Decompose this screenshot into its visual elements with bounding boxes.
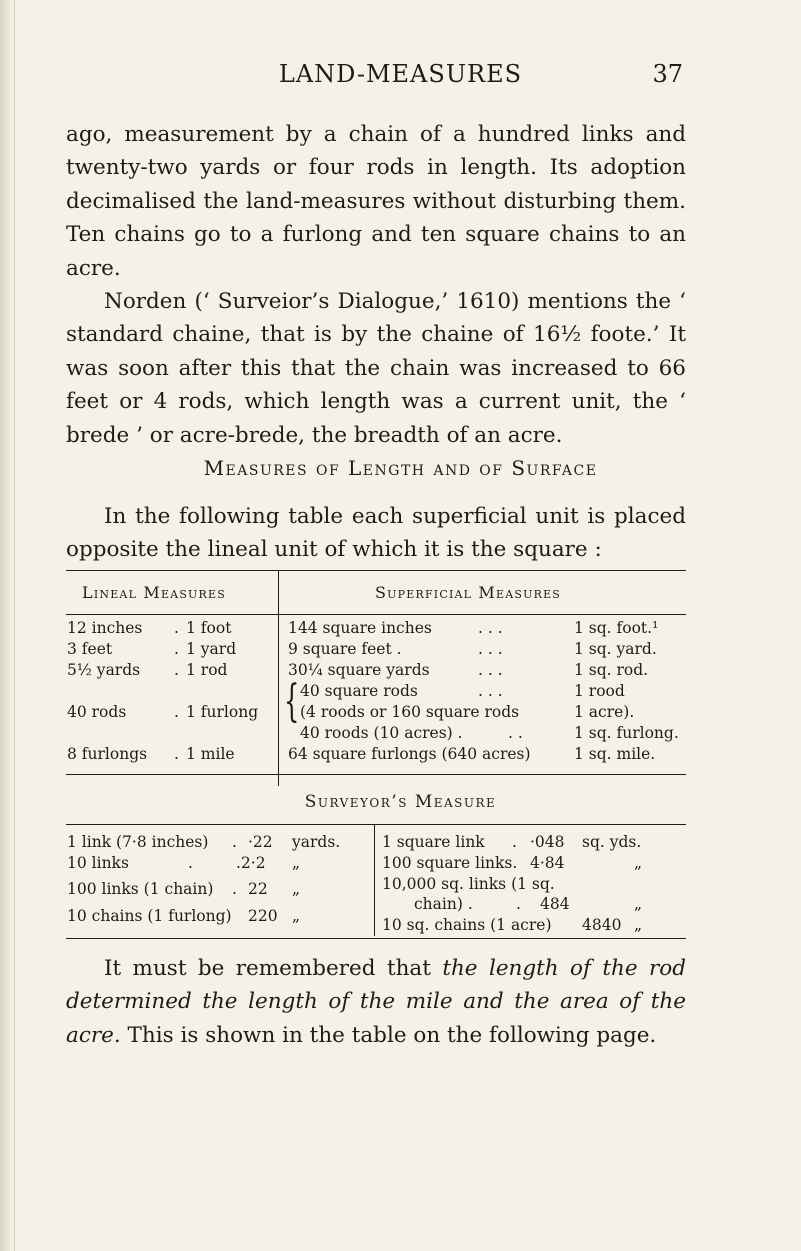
table-top-rule — [66, 570, 686, 571]
lineal-row-from: 12 inches — [67, 619, 143, 637]
lineal-row-to: 1 foot — [186, 619, 232, 637]
body-text-intro — [66, 500, 686, 567]
chain-row-value: 220 — [248, 907, 278, 925]
body-text-bottom — [66, 952, 686, 1052]
superficial-row-to: 1 sq. furlong. — [574, 724, 679, 742]
square-link-row-label: 100 square links. — [382, 854, 518, 872]
chain-row-value: .2·2 — [236, 854, 266, 872]
superficial-row-from: (4 roods or 160 square rods — [300, 703, 520, 721]
square-link-row-dots: . — [516, 895, 521, 913]
paragraph-rod-conclusion — [66, 952, 686, 1052]
page-number: 37 — [652, 60, 683, 88]
chain-row-label: 10 chains (1 furlong) — [67, 907, 232, 925]
superficial-row-from: 9 square feet . — [288, 640, 402, 658]
page-gutter — [0, 0, 15, 1251]
lineal-row-to: 1 mile — [186, 745, 235, 763]
chain-row-dots: . — [232, 833, 237, 851]
lineal-row-dots: . — [174, 745, 179, 763]
bracket-symbol: { — [284, 676, 300, 727]
superficial-row-to: 1 acre). — [574, 703, 635, 721]
square-link-row-label: 1 square link — [382, 833, 485, 851]
lineal-row-from: 40 rods — [67, 703, 127, 721]
chain-row-unit: „ — [292, 880, 301, 898]
surveyors-measure-heading: Surveyor’s Measure — [304, 792, 497, 812]
superficial-row-to: 1 sq. mile. — [574, 745, 656, 763]
chain-row-unit: „ — [292, 907, 301, 925]
chain-row-unit: yards. — [292, 833, 341, 851]
superficial-row-dots: . . . — [478, 640, 503, 658]
running-head: LAND-MEASURES — [278, 60, 523, 88]
superficial-measures-header: Superficial Measures — [375, 583, 562, 602]
chain-row-label: 100 links (1 chain) — [67, 880, 214, 898]
lineal-row-dots: . — [174, 661, 179, 679]
square-link-row-dots: . — [512, 833, 517, 851]
lineal-row-from: 3 feet — [67, 640, 113, 658]
conclusion-text-start: It must be remembered that — [104, 956, 443, 981]
chain-row-unit: „ — [292, 854, 301, 872]
chain-row-value: ·22 — [248, 833, 273, 851]
chain-row-value: 22 — [248, 880, 268, 898]
chain-row-label: 10 links — [67, 854, 129, 872]
square-link-row-label: 10 sq. chains (1 acre) — [382, 916, 552, 934]
lineal-row-from: 5½ yards — [67, 661, 141, 679]
table2-column-divider — [374, 824, 375, 936]
lineal-measures-header: Lineal Measures — [82, 583, 226, 602]
superficial-row-dots: . . . — [478, 619, 503, 637]
square-link-row-value: 4840 — [582, 916, 622, 934]
superficial-row-to: 1 sq. yard. — [574, 640, 657, 658]
square-link-row-unit: sq. yds. — [582, 833, 642, 851]
lineal-row-dots: . — [174, 640, 179, 658]
superficial-row-dots: . . . — [478, 661, 503, 679]
superficial-row-from: 144 square inches — [288, 619, 432, 637]
body-text-top — [66, 118, 686, 452]
lineal-row-to: 1 furlong — [186, 703, 259, 721]
square-link-row-label: 10,000 sq. links (1 sq. — [382, 875, 555, 893]
lineal-row-to: 1 rod — [186, 661, 228, 679]
conclusion-italic-text: the length of the rod determined the length of the mile and the area of the acre. — [66, 956, 686, 1048]
lineal-row-dots: . — [174, 619, 179, 637]
square-link-row-value: ·048 — [530, 833, 565, 851]
table-bottom-rule — [66, 774, 686, 775]
paragraph-chain: ago, measurement by a chain of a hundred links and twenty-two yards or four rods in length. Its adoption decimalised the land-measures without disturbing them. Ten chains go to a furlong and ten square chains to an acre. — [66, 122, 686, 281]
chain-row-dots: . — [188, 854, 193, 872]
superficial-row-to: 1 rood — [574, 682, 625, 700]
superficial-row-to: 1 sq. foot.¹ — [574, 619, 659, 637]
table-column-divider — [278, 570, 279, 786]
square-link-row-unit: „ — [634, 895, 643, 913]
superficial-row-from: 64 square furlongs (640 acres) — [288, 745, 531, 763]
square-link-row-label: chain) . — [414, 895, 473, 913]
superficial-row-from: 40 roods (10 acres) . — [300, 724, 463, 742]
table-header-rule — [66, 614, 686, 615]
superficial-row-from: 30¼ square yards — [288, 661, 430, 679]
superficial-row-dots: . . . — [478, 682, 503, 700]
lineal-row-from: 8 furlongs — [67, 745, 148, 763]
conclusion-text-end: This is shown in the table on the following page. — [120, 1022, 657, 1048]
square-link-row-unit: „ — [634, 916, 643, 934]
superficial-row-dots: . . — [508, 724, 523, 742]
superficial-row-from: 40 square rods — [300, 682, 418, 700]
table2-bottom-rule — [66, 938, 686, 939]
lineal-row-to: 1 yard — [186, 640, 237, 658]
square-link-row-value: 4·84 — [530, 854, 565, 872]
paragraph-norden: Norden (‘ Surveior’s Dialogue,’ 1610) mentions the ‘ standard chaine, that is by the chaine of 16½ foote.’ It was soon after this that the chain was increased to 66 feet or 4 rods, which length was a current unit, the ‘ brede ’ or acre-brede, the breadth of an acre. — [66, 289, 686, 448]
paragraph-table-intro: In the following table each superficial unit is placed opposite the lineal unit of which it is the square : — [66, 504, 686, 563]
section-heading: Measures of Length and of Surface — [203, 456, 598, 480]
table2-top-rule — [66, 824, 686, 825]
square-link-row-unit: „ — [634, 854, 643, 872]
square-link-row-value: 484 — [540, 895, 570, 913]
lineal-row-dots: . — [174, 703, 179, 721]
chain-row-label: 1 link (7·8 inches) — [67, 833, 209, 851]
chain-row-dots: . — [232, 880, 237, 898]
superficial-row-to: 1 sq. rod. — [574, 661, 649, 679]
